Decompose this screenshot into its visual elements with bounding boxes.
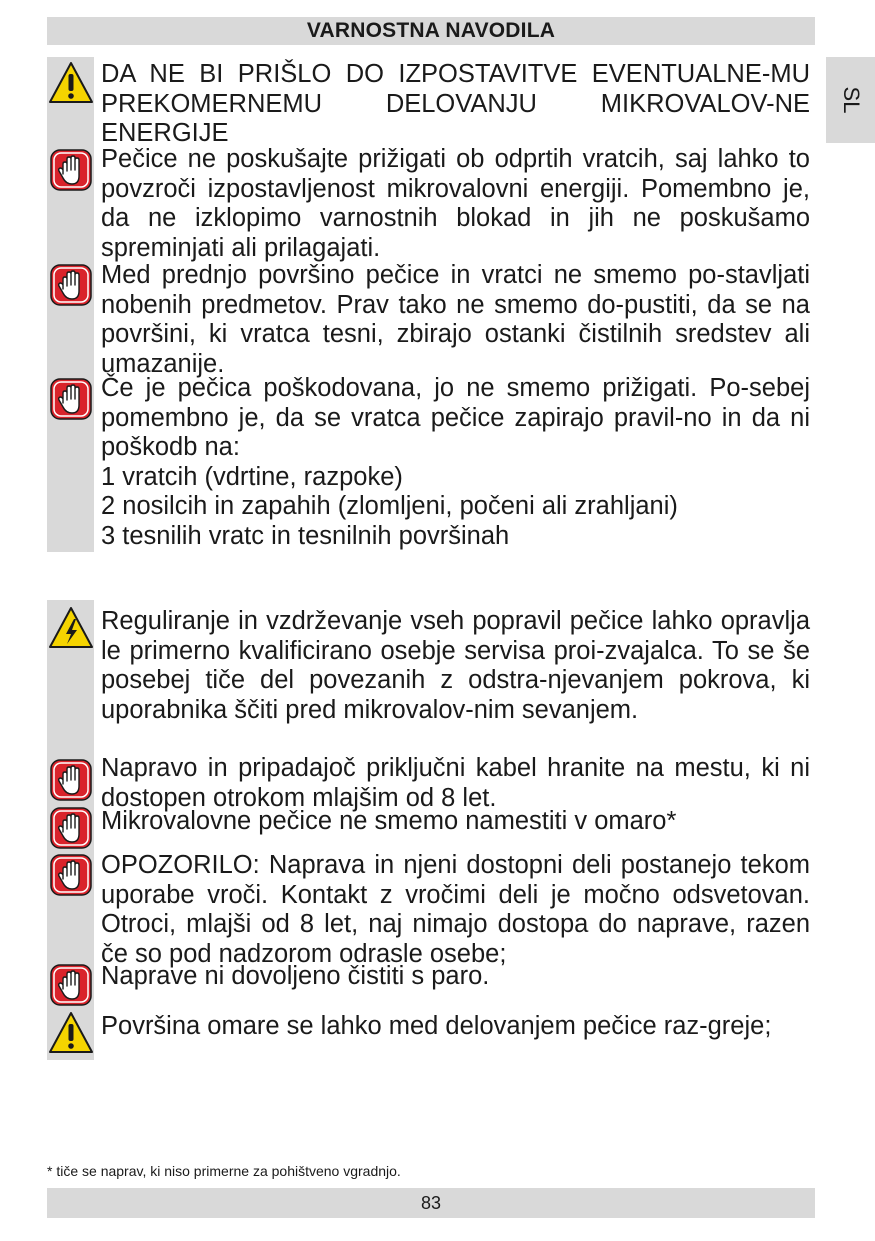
section-8-text: OPOZORILO: Naprava in njeni dostopni deli postanejo tekom uporabe vroči. Kontakt z vročimi deli je močno odsvetovan. Otroci, mlajši od 8 let, naj nimajo dostopa do naprave, razen če so pod nadzorom odrasle osebe;: [101, 851, 810, 968]
section-3-text: Med prednjo površino pečice in vratci ne smemo po-stavljati nobenih predmetov. Prav tako ne smemo do-pustiti, da se na površini, ki vratca tesni, zbirajo ostanki čistilnih sredstev ali umazanije.: [101, 261, 810, 378]
stop-hand-icon: [48, 805, 94, 851]
section-7-text: Mikrovalovne pečice ne smemo namestiti v omaro*: [101, 807, 677, 835]
warning-icon: [48, 1010, 94, 1056]
stop-hand-icon: [48, 852, 94, 898]
section-5-text: Reguliranje in vzdrževanje vseh popravil pečice lahko opravlja le primerno kvalificirano osebje servisa proi-zvajalca. To se še posebej tiče del povezanih z odstra-njevanjem pokrova, ki uporabnika ščiti pred mikrovalov-nim sevanjem.: [101, 607, 810, 724]
list-item: 1 vratcih (vdrtine, razpoke): [101, 462, 403, 491]
page-header: VARNOSTNA NAVODILA: [47, 17, 815, 45]
language-label: SL: [838, 86, 864, 114]
section-10-text: Površina omare se lahko med delovanjem pečice raz-greje;: [101, 1012, 772, 1040]
section-1-text: DA NE BI PRIŠLO DO IZPOSTAVITVE EVENTUALNE-MU PREKOMERNEMU DELOVANJU MIKROVALOV-NE ENERGIJE: [101, 60, 810, 147]
section-2-text: Pečice ne poskušajte prižigati ob odprtih vratcih, saj lahko to povzroči izpostavljenost mikrovalovni energiji. Pomembno je, da ne izklopimo varnostnih blokad in jih ne poskušamo spreminjati ali prilagajati.: [101, 145, 810, 262]
language-tab: [826, 57, 875, 143]
stop-hand-icon: [48, 962, 94, 1008]
section-6-text: Napravo in pripadajoč priključni kabel hranite na mestu, ki ni dostopen otrokom mlajšim od 8 let.: [101, 754, 810, 812]
warning-icon: [48, 60, 94, 106]
list-item: 3 tesnilih vratc in tesnilnih površinah: [101, 521, 510, 550]
page-number: 83: [47, 1188, 815, 1218]
stop-hand-icon: [48, 262, 94, 308]
stop-hand-icon: [48, 147, 94, 193]
section-4-text: Če je pečica poškodovana, jo ne smemo prižigati. Po-sebej pomembno je, da se vratca pečice zapirajo pravil-no in da ni poškodb na: 1 vratcih (vdrtine, razpoke) 2 nosilcih in zapahih (zlomljeni, počeni ali zrahljani) 3 tesnilih vratc in tesnilnih površinah: [101, 374, 810, 550]
section-9-text: Naprave ni dovoljeno čistiti s paro.: [101, 962, 490, 990]
stop-hand-icon: [48, 757, 94, 803]
electric-hazard-icon: [48, 605, 94, 651]
list-item: 2 nosilcih in zapahih (zlomljeni, počeni ali zrahljani): [101, 492, 678, 520]
stop-hand-icon: [48, 376, 94, 422]
footnote: * tiče se naprav, ki niso primerne za pohištveno vgradnjo.: [47, 1163, 401, 1179]
